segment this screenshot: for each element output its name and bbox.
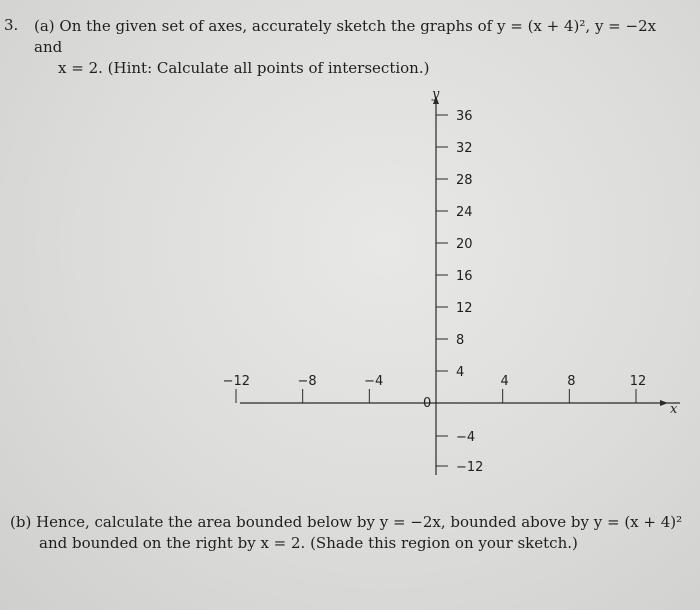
- part-b-text: [10, 512, 690, 554]
- part-b-line-2: and bounded on the right by x = 2. (Shade this region on your sketch.): [39, 534, 578, 552]
- x-tick-label: −8: [297, 374, 317, 389]
- y-tick-label: 12: [456, 301, 473, 316]
- part-b-line-1: (b) Hence, calculate the area bounded below by y = −2x, bounded above by y = (x + 4)²: [10, 513, 683, 531]
- y-tick-label: 32: [456, 141, 473, 156]
- y-tick-label: 28: [456, 173, 473, 188]
- y-axis-label: y: [432, 87, 440, 102]
- y-tick-label: 16: [456, 269, 473, 284]
- y-tick-label: −12: [456, 460, 484, 475]
- y-tick-label: −4: [456, 430, 476, 445]
- y-tick-label: 4: [456, 365, 465, 380]
- y-tick-label: 20: [456, 237, 473, 252]
- y-tick-label: 36: [456, 109, 473, 124]
- x-axis-arrow: [660, 400, 668, 406]
- x-tick-label: 4: [500, 374, 509, 389]
- x-tick-label: 12: [629, 374, 647, 389]
- part-a-line-2: x = 2. (Hint: Calculate all points of intersection.): [58, 59, 430, 77]
- part-a-line-1: (a) On the given set of axes, accurately sketch the graphs of y = (x + 4)², y = −2x and: [34, 17, 657, 56]
- y-tick-label: 24: [456, 205, 473, 220]
- x-ticks: [223, 374, 647, 403]
- y-tick-label: 8: [456, 333, 465, 348]
- x-axis-label: x: [670, 402, 678, 417]
- question-number: 3.: [4, 16, 19, 34]
- origin-label: 0: [423, 396, 432, 411]
- x-tick-label: 8: [567, 374, 576, 389]
- y-ticks: [436, 109, 483, 475]
- x-tick-label: −4: [364, 374, 384, 389]
- x-tick-label: −12: [222, 374, 250, 389]
